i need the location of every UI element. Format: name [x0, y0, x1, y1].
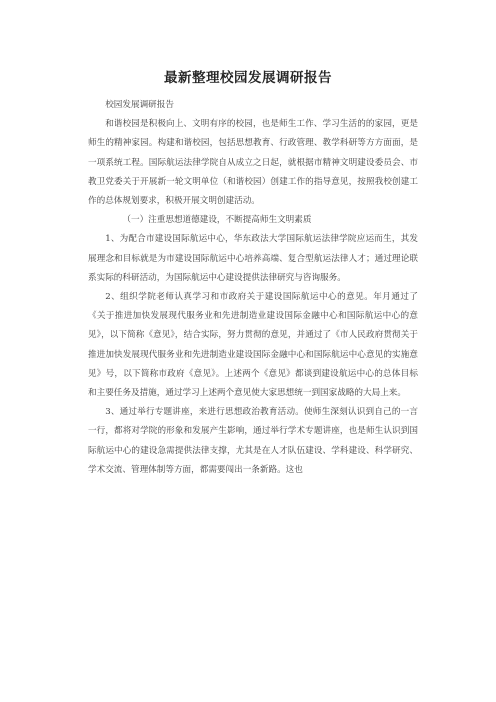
intro-paragraph: 和谐校园是积极向上、文明有序的校园，也是师生工作、学习生活的的家园，更是师生的精神家园。构建和谐校园，包括思想教育、行政管理、教学科研等方方面面，是一项系统工程。国际航运法律学院自从成立之日起，就根据市精神文明建设委员会、市教卫党委关于开展新一轮文明单位（和谐校园）创建工作的指导意见，按照我校创建工作的总体规划要求，积极开展文明创建活动。	[88, 119, 418, 207]
point-1-paragraph: 1、为配合市建设国际航运中心，华东政法大学国际航运法律学院应运而生，其发展理念和目标就是为市建设国际航运中心培养高端、复合型航运法律人才；通过理论联系实际的科研活动，为国际航运中心建设提供法律研究与咨询服务。	[88, 234, 418, 283]
section-heading: （一）注重思想道德建设，不断提高师生文明素质	[122, 215, 312, 226]
report-subtitle-paragraph: 校园发展调研报告	[105, 100, 174, 110]
document-title: 最新整理校园发展调研报告	[164, 70, 332, 86]
point-2-paragraph: 2、组织学院老师认真学习和市政府关于建设国际航运中心的意见。年月通过了《关于推进加快发展现代服务业和先进制造业建设国际金融中心和国际航运中心的意见》，以下简称《意见》，结合实际，努力贯彻的意见，并通过了《市人民政府贯彻关于推进加快发展现代服务业和先进制造业建设国际金融中心和国际航运中心意见的实施意见》号，以下简称市政府《意见》。上述两个《意见》都谈到建设航运中心的总体目标和主要任务及措施，通过学习上述两个意见使大家思想统一到国家战略的大局上来。	[88, 292, 418, 399]
point-3-paragraph: 3、通过举行专题讲座，来进行思想政治教育活动。使师生深刻认识到自己的一言一行，都将对学院的形象和发展产生影响，通过举行学术专题讲座，也是师生认识到国际航运中心的建设急需提供法律支撑，尤其是在人才队伍建设、学科建设、科学研究、学术交流、管理体制等方面，都需要闯出一条新路。这也	[88, 407, 418, 475]
document-body	[88, 96, 418, 480]
